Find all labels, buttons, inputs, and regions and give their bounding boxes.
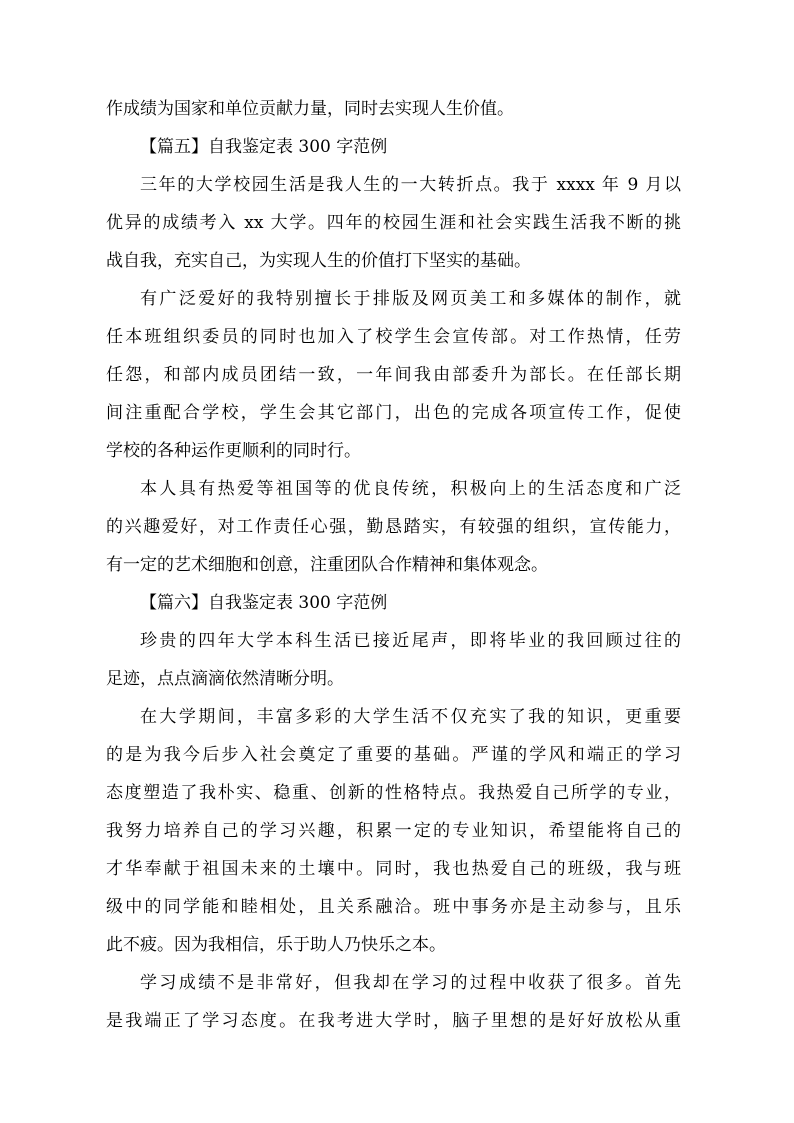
paragraph-line: 间注重配合学校，学生会其它部门，出色的完成各项宣传工作，促使 — [106, 403, 681, 423]
paragraph-line: 任本班组织委员的同时也加入了校学生会宣传部。对工作热情，任劳 — [106, 327, 681, 347]
paragraph-line: 优异的成绩考入 xx 大学。四年的校园生涯和社会实践生活我不断的挑 — [106, 213, 681, 233]
paragraph-line: 本人具有热爱等祖国等的优良传统，积极向上的生活态度和广泛 — [140, 479, 681, 499]
paragraph-line: 学校的各种运作更顺利的同时行。 — [106, 441, 361, 461]
paragraph-line: 学习成绩不是非常好，但我却在学习的过程中收获了很多。首先 — [140, 973, 681, 993]
section-heading: 【篇五】自我鉴定表 300 字范例 — [140, 137, 388, 157]
paragraph-line: 的兴趣爱好，对工作责任心强，勤恳踏实，有较强的组织，宣传能力， — [106, 517, 681, 537]
paragraph-line: 态度塑造了我朴实、稳重、创新的性格特点。我热爱自己所学的专业， — [106, 783, 681, 803]
paragraph-line: 此不疲。因为我相信，乐于助人乃快乐之本。 — [106, 935, 446, 955]
section-heading: 【篇六】自我鉴定表 300 字范例 — [140, 593, 388, 613]
paragraph-line: 的是为我今后步入社会奠定了重要的基础。严谨的学风和端正的学习 — [106, 745, 681, 765]
paragraph-line: 作成绩为国家和单位贡献力量，同时去实现人生价值。 — [106, 99, 514, 119]
paragraph-line: 有一定的艺术细胞和创意，注重团队合作精神和集体观念。 — [106, 555, 548, 575]
paragraph-line: 我努力培养自己的学习兴趣，积累一定的专业知识，希望能将自己的 — [106, 821, 681, 841]
paragraph-line: 任怨，和部内成员团结一致，一年间我由部委升为部长。在任部长期 — [106, 365, 681, 385]
paragraph-line: 在大学期间，丰富多彩的大学生活不仅充实了我的知识，更重要 — [140, 707, 681, 727]
paragraph-line: 珍贵的四年大学本科生活已接近尾声，即将毕业的我回顾过往的 — [140, 631, 681, 651]
paragraph-line: 三年的大学校园生活是我人生的一大转折点。我于 xxxx 年 9 月以 — [140, 175, 681, 195]
paragraph-line: 是我端正了学习态度。在我考进大学时，脑子里想的是好好放松从重 — [106, 1011, 681, 1031]
paragraph-line: 级中的同学能和睦相处，且关系融洽。班中事务亦是主动参与，且乐 — [106, 897, 681, 917]
paragraph-line: 战自我，充实自己，为实现人生的价值打下坚实的基础。 — [106, 251, 531, 271]
paragraph-line: 足迹，点点滴滴依然清晰分明。 — [106, 669, 344, 689]
paragraph-line: 有广泛爱好的我特别擅长于排版及网页美工和多媒体的制作，就 — [140, 289, 681, 309]
paragraph-line: 才华奉献于祖国未来的土壤中。同时，我也热爱自己的班级，我与班 — [106, 859, 681, 879]
